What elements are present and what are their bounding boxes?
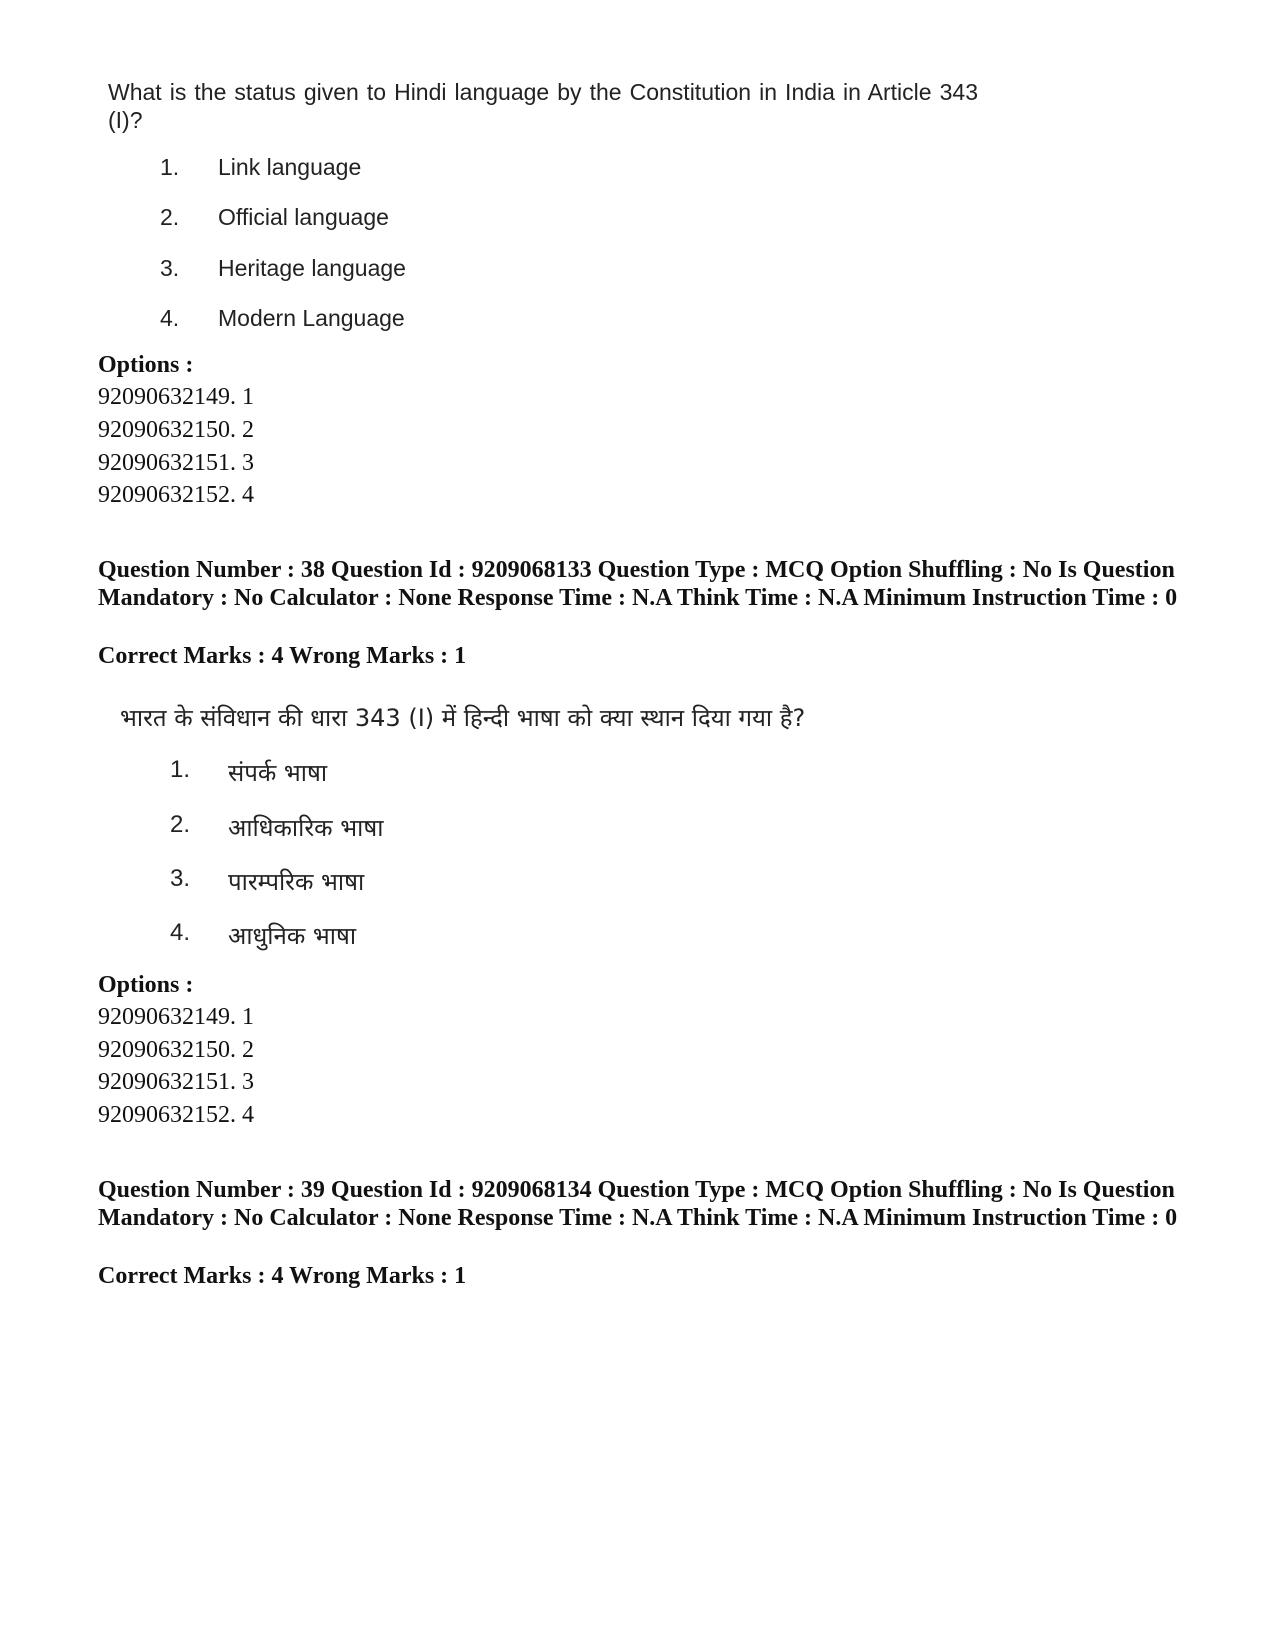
choice-number: 1.	[170, 756, 191, 783]
option-id: 92090632150. 2	[98, 1037, 254, 1063]
choice-text: आधिकारिक भाषा	[228, 814, 384, 842]
options-heading: Options :	[98, 352, 194, 378]
question-text-hindi: भारत के संविधान की धारा 343 (I) में हिन्दी भाषा को क्या स्थान दिया गया है?	[120, 704, 806, 732]
question-meta: Question Number : 38 Question Id : 9209068133 Question Type : MCQ Option Shuffling : No Is Question Mandatory : No Calculator : None Response Time : N.A Think Time : N.A Minimum Instruction Time : 0	[98, 557, 1178, 611]
option-id: 92090632151. 3	[98, 450, 254, 476]
answer-choice	[160, 204, 389, 231]
choice-text: Official language	[218, 204, 389, 230]
answer-choice	[170, 865, 364, 898]
option-id: 92090632151. 3	[98, 1069, 254, 1095]
answer-choice	[170, 756, 327, 789]
choice-text: Modern Language	[218, 305, 405, 331]
question-text-english: What is the status given to Hindi language by the Constitution in India in Article 343 (I)?	[108, 79, 978, 133]
option-id: 92090632150. 2	[98, 417, 254, 443]
choice-number: 4.	[160, 305, 180, 331]
question-meta: Question Number : 39 Question Id : 9209068134 Question Type : MCQ Option Shuffling : No Is Question Mandatory : No Calculator : None Response Time : N.A Think Time : N.A Minimum Instruction Time : 0	[98, 1177, 1178, 1231]
choice-number: 2.	[170, 811, 191, 838]
choice-text: Heritage language	[218, 255, 406, 281]
choice-number: 3.	[160, 255, 180, 281]
option-id: 92090632149. 1	[98, 384, 254, 410]
choice-number: 4.	[170, 919, 191, 946]
answer-choice	[160, 305, 405, 332]
option-id: 92090632152. 4	[98, 482, 254, 508]
option-id: 92090632149. 1	[98, 1004, 254, 1030]
choice-number: 1.	[160, 154, 180, 180]
marks-info: Correct Marks : 4 Wrong Marks : 1	[98, 643, 467, 669]
choice-text: आधुनिक भाषा	[228, 922, 357, 950]
answer-choice	[170, 919, 356, 952]
choice-text: संपर्क भाषा	[228, 759, 328, 787]
answer-choice	[170, 811, 383, 844]
answer-choice	[160, 154, 361, 181]
choice-text: पारम्परिक भाषा	[228, 868, 365, 896]
option-id: 92090632152. 4	[98, 1102, 254, 1128]
marks-info: Correct Marks : 4 Wrong Marks : 1	[98, 1263, 467, 1289]
choice-number: 3.	[170, 865, 191, 892]
options-heading: Options :	[98, 972, 194, 998]
choice-number: 2.	[160, 204, 180, 230]
answer-choice	[160, 255, 406, 282]
choice-text: Link language	[218, 154, 362, 180]
